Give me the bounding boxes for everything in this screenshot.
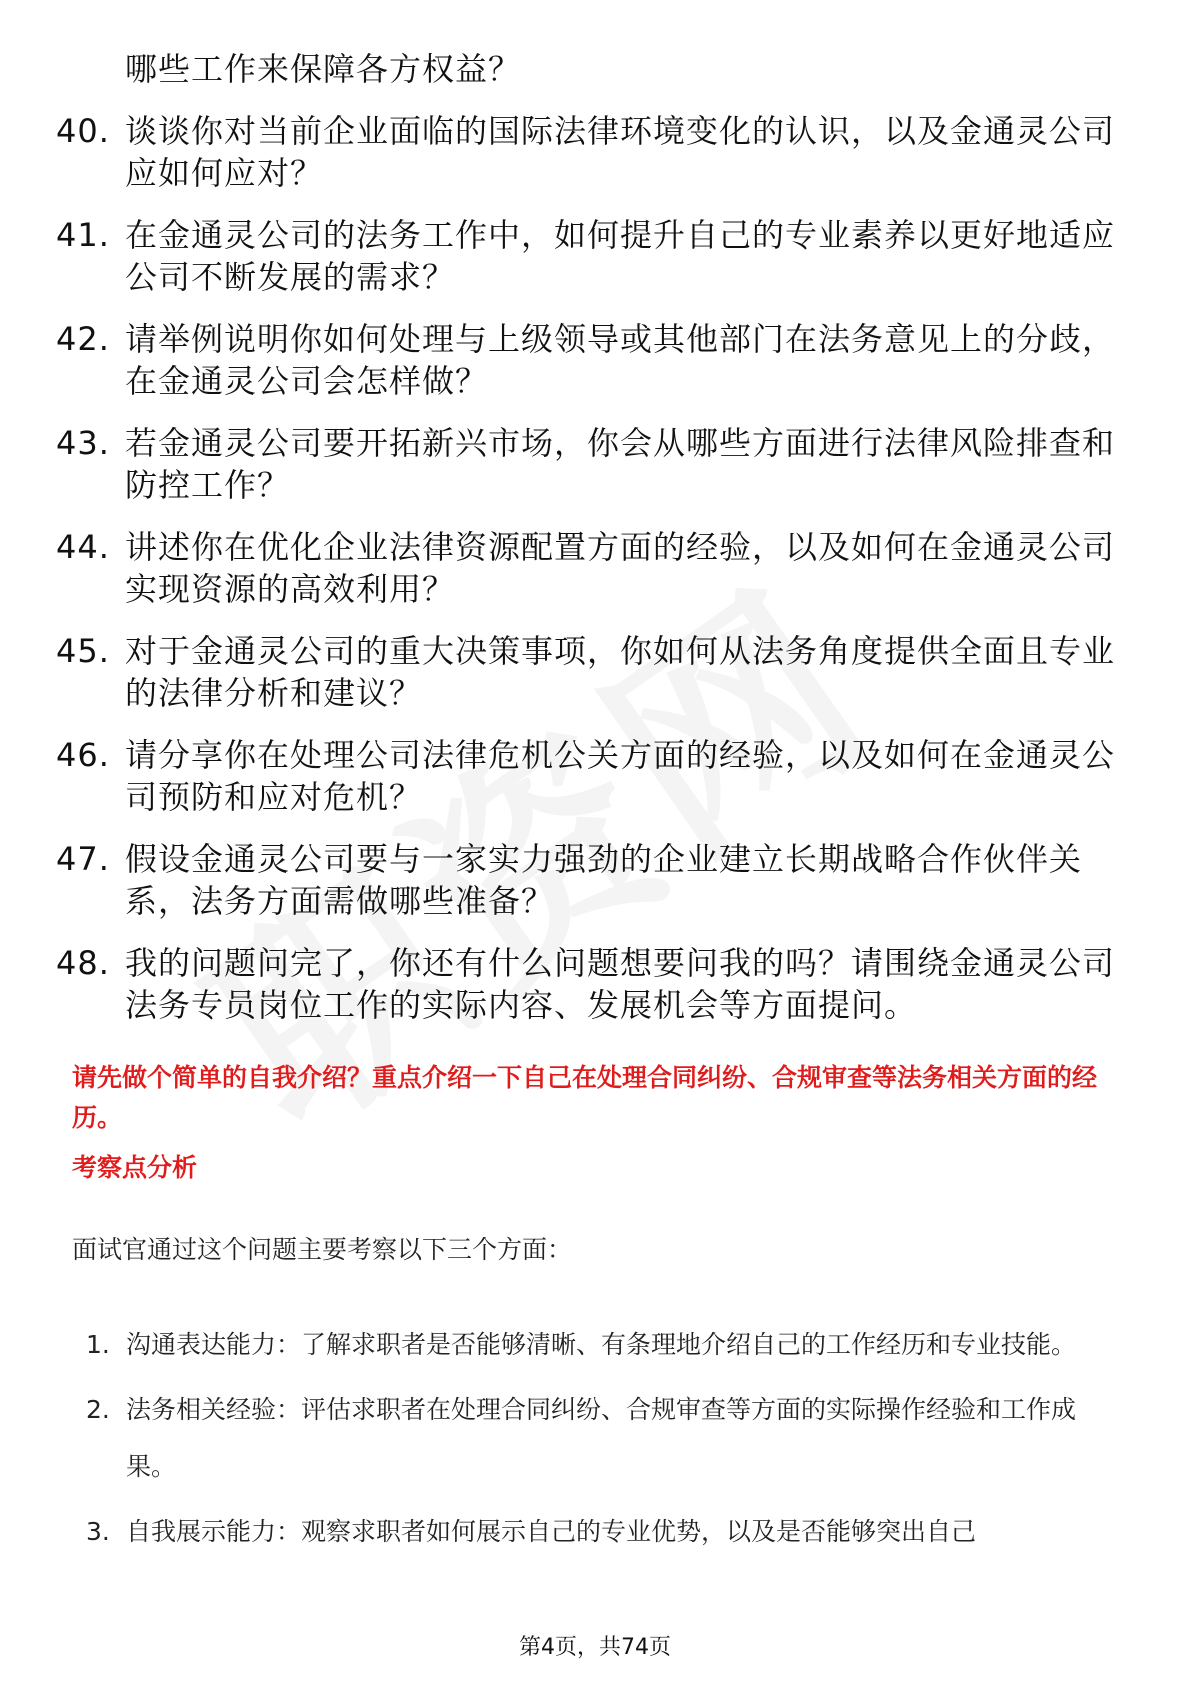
analysis-title: 考察点分析 [72,1153,198,1182]
question-text: 在金通灵公司的法务工作中，如何提升自己的专业素养以更好地适应公司不断发展的需求？ [125,216,1116,296]
point-number: 2. [86,1395,110,1424]
question-number: 47. [56,840,110,878]
page-footer: 第4页，共74页 [519,1635,671,1660]
analysis-points [72,1316,1122,1568]
list-item [56,422,1136,506]
question-number: 46. [56,736,110,774]
question-text: 谈谈你对当前企业面临的国际法律环境变化的认识，以及金通灵公司应如何应对？ [125,112,1116,192]
point-text: 沟通表达能力：了解求职者是否能够清晰、有条理地介绍自己的工作经历和专业技能。 [126,1330,1077,1359]
list-item [56,318,1136,402]
list-item [72,1503,1122,1560]
question-list [56,48,1136,1046]
question-text: 假设金通灵公司要与一家实力强劲的企业建立长期战略合作伙伴关系，法务方面需做哪些准备？ [125,840,1083,920]
list-item [72,1316,1122,1373]
question-text: 我的问题问完了，你还有什么问题想要问我的吗？请围绕金通灵公司法务专员岗位工作的实际内容、发展机会等方面提问。 [125,944,1116,1024]
question-number: 45. [56,632,110,670]
list-item [56,48,1136,90]
question-text: 哪些工作来保障各方权益？ [125,50,522,88]
question-number: 43. [56,424,110,462]
question-number: 41. [56,216,110,254]
list-item [56,942,1136,1026]
list-item [56,110,1136,194]
list-item [56,526,1136,610]
question-text: 对于金通灵公司的重大决策事项，你如何从法务角度提供全面且专业的法律分析和建议？ [125,632,1116,712]
question-text: 请举例说明你如何处理与上级领导或其他部门在法务意见上的分歧，在金通灵公司会怎样做？ [125,320,1116,400]
list-item [72,1381,1122,1495]
question-number: 40. [56,112,110,150]
question-text: 讲述你在优化企业法律资源配置方面的经验，以及如何在金通灵公司实现资源的高效利用？ [125,528,1116,608]
highlight-question: 请先做个简单的自我介绍？重点介绍一下自己在处理合同纠纷、合规审查等法务相关方面的经历。 [72,1063,1098,1132]
analysis-intro: 面试官通过这个问题主要考察以下三个方面： [72,1235,573,1264]
question-text: 若金通灵公司要开拓新兴市场，你会从哪些方面进行法律风险排查和防控工作？ [125,424,1116,504]
question-number: 42. [56,320,110,358]
question-number: 48. [56,944,110,982]
list-item [56,630,1136,714]
list-item [56,838,1136,922]
question-number: 44. [56,528,110,566]
point-text: 自我展示能力：观察求职者如何展示自己的专业优势，以及是否能够突出自己 [126,1517,977,1546]
point-number: 3. [86,1517,110,1546]
list-item [56,734,1136,818]
question-text: 请分享你在处理公司法律危机公关方面的经验，以及如何在金通灵公司预防和应对危机？ [125,736,1116,816]
point-number: 1. [86,1330,110,1359]
list-item [56,214,1136,298]
point-text: 法务相关经验：评估求职者在处理合同纠纷、合规审查等方面的实际操作经验和工作成果。 [126,1395,1077,1481]
